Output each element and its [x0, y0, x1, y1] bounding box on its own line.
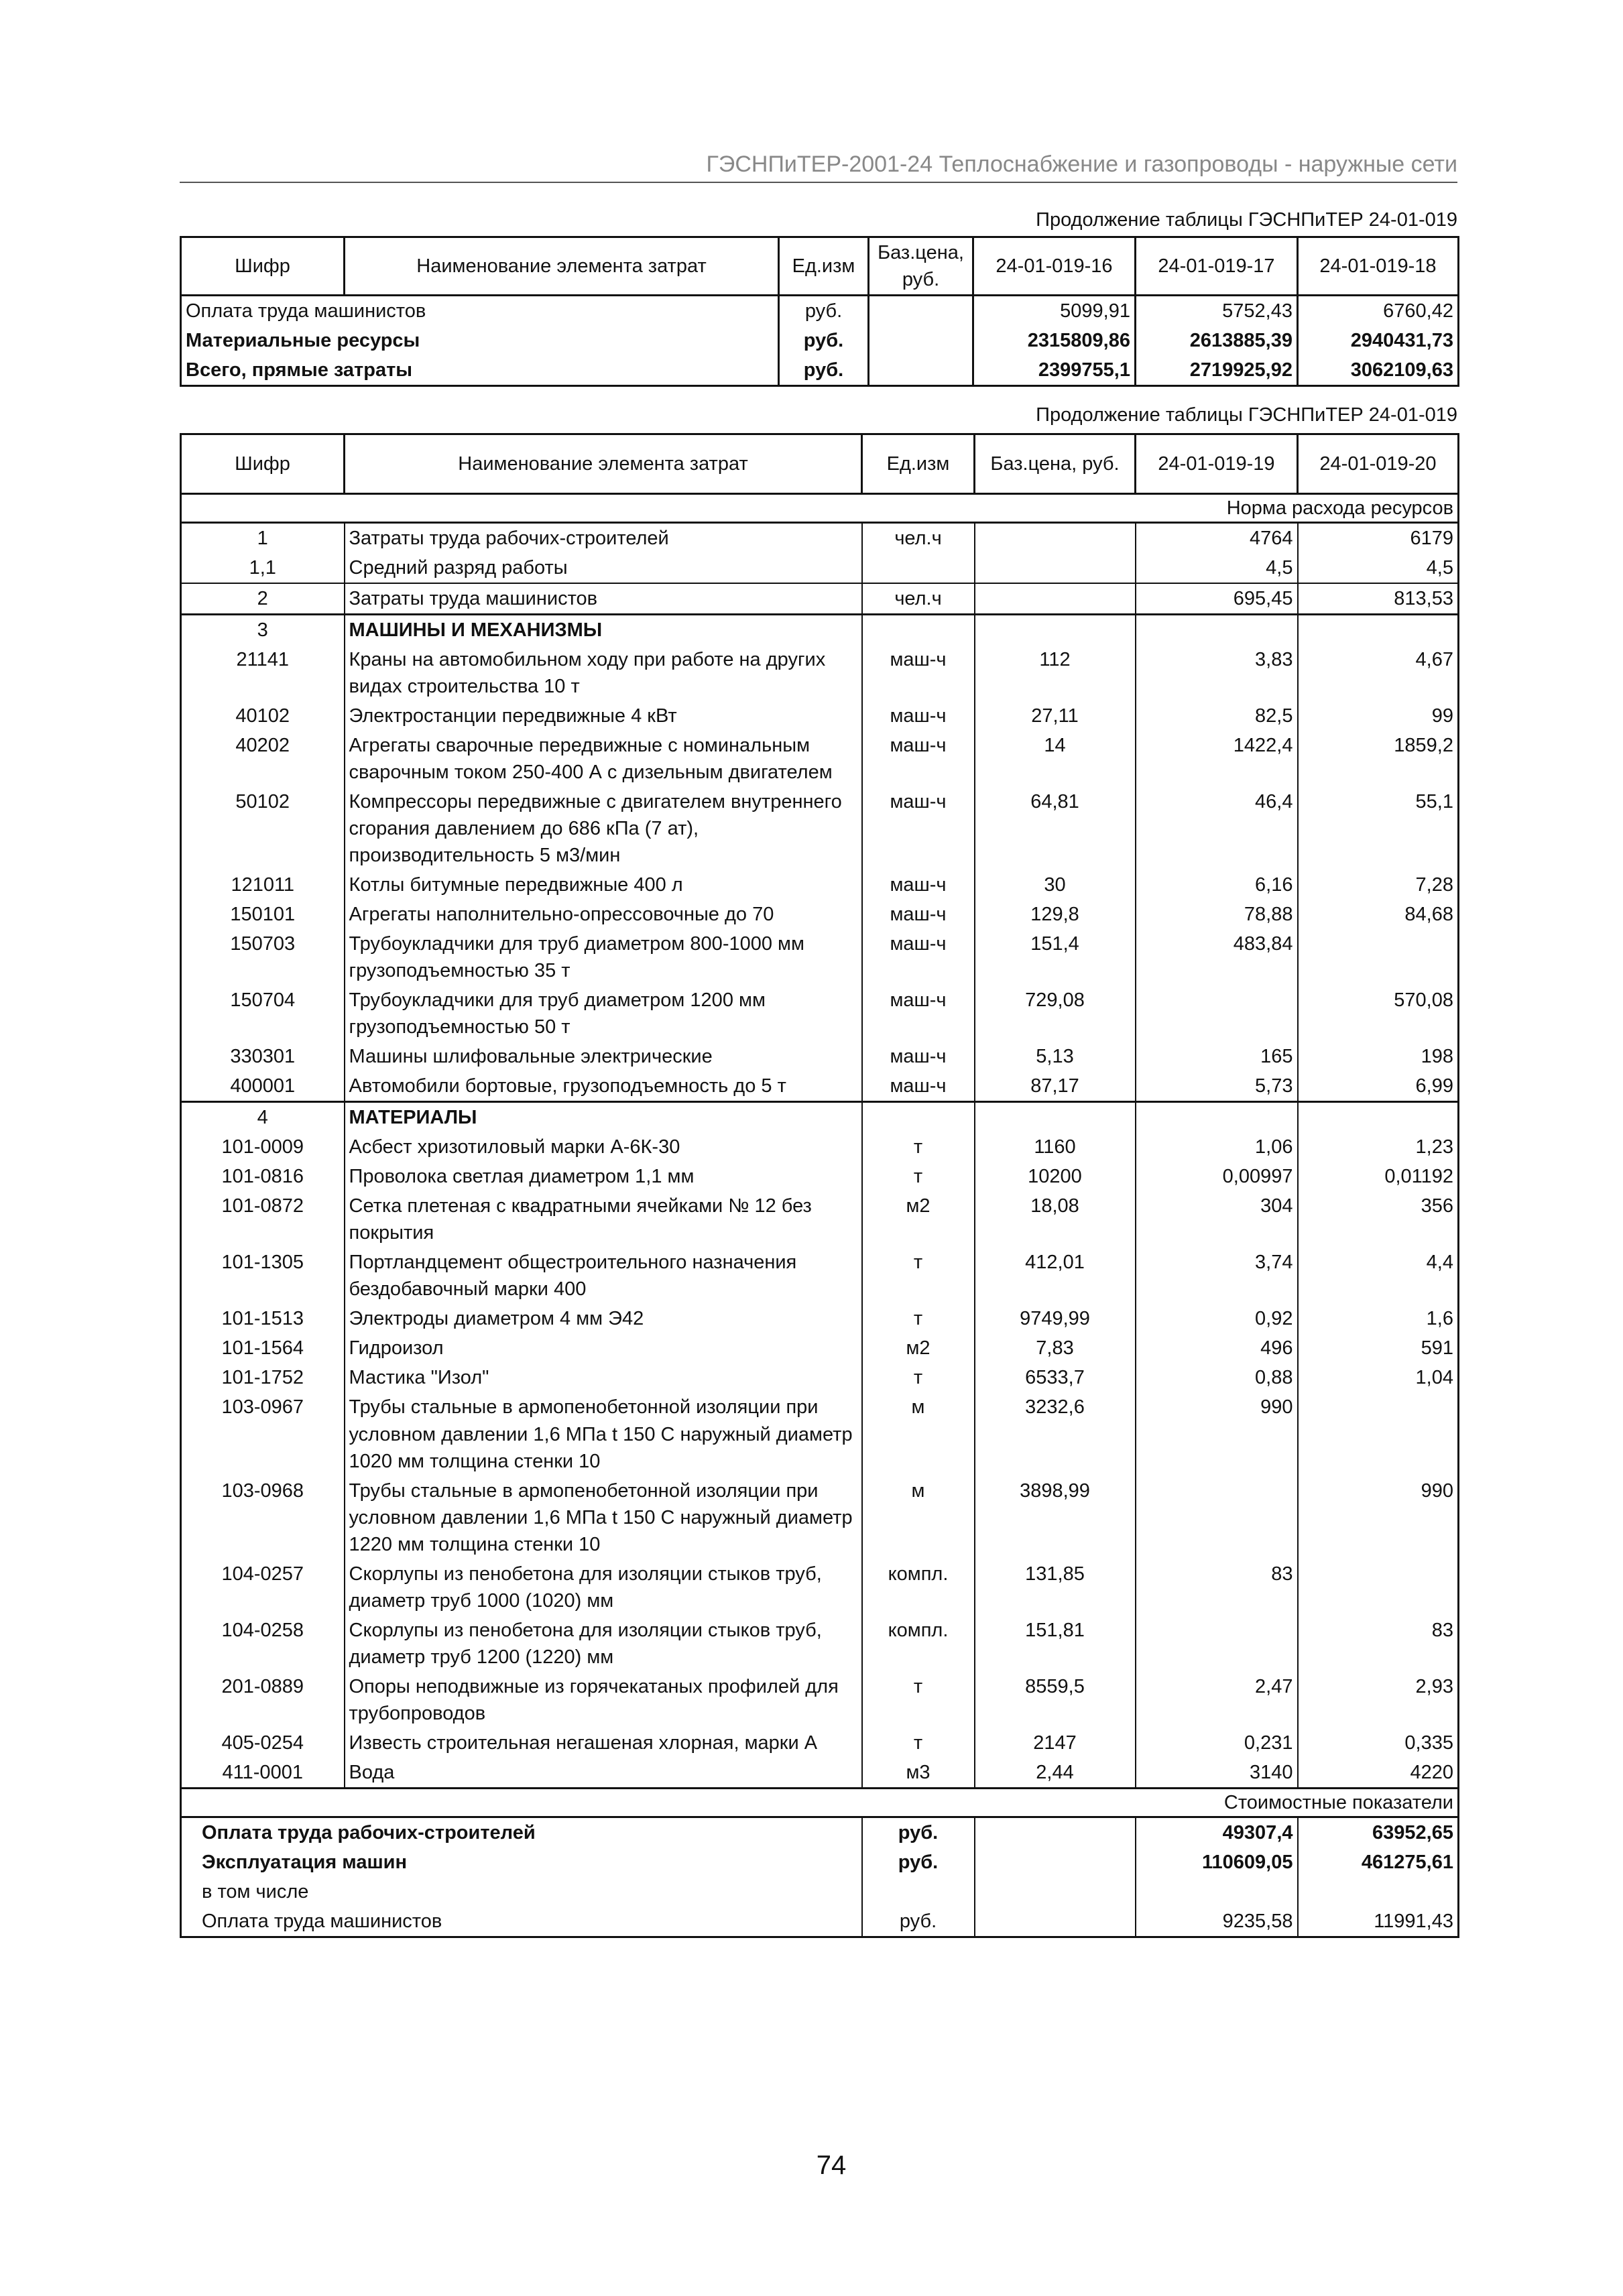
col-header-16: 24-01-019-16 [973, 237, 1136, 296]
resource-norms-table [180, 433, 1459, 1938]
value-19 [1136, 985, 1298, 1042]
value-16: 2315809,86 [973, 326, 1136, 355]
resource-code: 103-0968 [181, 1476, 345, 1559]
norm-section-label: Норма расхода ресурсов [181, 494, 1459, 523]
table-row [181, 296, 1459, 326]
resource-name: Трубы стальные в армопенобетонной изоляции при условном давлении 1,6 МПа t 150 С наружный диаметр 1020 мм толщина стенки 10 [345, 1392, 862, 1475]
value-19: 304 [1136, 1191, 1298, 1248]
value-20: 0,01192 [1298, 1162, 1459, 1191]
base-price-cell: 129,8 [975, 900, 1136, 929]
unit-cell [862, 1102, 975, 1133]
resource-name: Компрессоры передвижные с двигателем внутреннего сгорания давлением до 686 кПа (7 ат), производительность 5 м3/мин [345, 787, 862, 870]
col-header-unit: Ед.изм [862, 434, 975, 494]
resource-code: 405-0254 [181, 1728, 345, 1758]
table-row [181, 787, 1459, 870]
unit-cell: т [862, 1248, 975, 1304]
table-row [181, 1728, 1459, 1758]
resource-code: 104-0258 [181, 1616, 345, 1672]
unit-cell: чел.ч [862, 523, 975, 554]
unit-cell [862, 553, 975, 583]
value-19: 6,16 [1136, 870, 1298, 900]
value-17: 5752,43 [1136, 296, 1298, 326]
base-price-cell [975, 553, 1136, 583]
resource-code: 201-0889 [181, 1672, 345, 1728]
base-price-cell: 8559,5 [975, 1672, 1136, 1728]
base-price-cell: 7,83 [975, 1333, 1136, 1363]
unit-cell: м2 [862, 1333, 975, 1363]
base-price-cell: 18,08 [975, 1191, 1136, 1248]
unit-cell [862, 615, 975, 646]
unit-cell [862, 1877, 975, 1907]
table2-caption: Продолжение таблицы ГЭСНПиТЕР 24-01-019 [1036, 404, 1457, 426]
resource-code: 101-0009 [181, 1132, 345, 1162]
table-row [181, 583, 1459, 615]
summary-item-name: Оплата труда рабочих-строителей [181, 1817, 862, 1848]
resource-name: Электростанции передвижные 4 кВт [345, 701, 862, 731]
resource-code: 50102 [181, 787, 345, 870]
unit-cell: чел.ч [862, 583, 975, 615]
value-20: 6,99 [1298, 1071, 1459, 1102]
value-20: 461275,61 [1298, 1848, 1459, 1877]
table-row [181, 731, 1459, 787]
value-19: 9235,58 [1136, 1907, 1298, 1937]
resource-name: Машины шлифовальные электрические [345, 1042, 862, 1071]
base-price-cell: 729,08 [975, 985, 1136, 1042]
cost-section-row [181, 1788, 1459, 1817]
resource-name: Сетка плетеная с квадратными ячейками № 12 без покрытия [345, 1191, 862, 1248]
unit-cell: м3 [862, 1758, 975, 1789]
unit-cell: маш-ч [862, 731, 975, 787]
base-price-cell: 10200 [975, 1162, 1136, 1191]
value-19: 46,4 [1136, 787, 1298, 870]
value-20 [1298, 1392, 1459, 1475]
unit-cell: руб. [779, 326, 869, 355]
value-20: 990 [1298, 1476, 1459, 1559]
resource-code: 103-0967 [181, 1392, 345, 1475]
value-19: 3,74 [1136, 1248, 1298, 1304]
value-19: 78,88 [1136, 900, 1298, 929]
resource-name: Краны на автомобильном ходу при работе на других видах строительства 10 т [345, 645, 862, 701]
value-19: 2,47 [1136, 1672, 1298, 1728]
base-price-cell: 1160 [975, 1132, 1136, 1162]
value-17: 2719925,92 [1136, 355, 1298, 386]
table-row [181, 645, 1459, 701]
value-20: 4,67 [1298, 645, 1459, 701]
base-price-cell [975, 1817, 1136, 1848]
summary-row [181, 1877, 1459, 1907]
table-row [181, 1476, 1459, 1559]
cost-section-label: Стоимостные показатели [181, 1788, 1459, 1817]
value-20: 6179 [1298, 523, 1459, 554]
value-20: 55,1 [1298, 787, 1459, 870]
base-price-cell [975, 615, 1136, 646]
resource-name: Скорлупы из пенобетона для изоляции стыков труб, диаметр труб 1200 (1220) мм [345, 1616, 862, 1672]
summary-row [181, 1817, 1459, 1848]
value-19: 695,45 [1136, 583, 1298, 615]
cost-item-name: Всего, прямые затраты [181, 355, 779, 386]
table-row [181, 523, 1459, 554]
unit-cell: м [862, 1476, 975, 1559]
value-19 [1136, 615, 1298, 646]
col-header-name: Наименование элемента затрат [345, 434, 862, 494]
resource-name: Известь строительная негашеная хлорная, марки А [345, 1728, 862, 1758]
resource-code: 101-0872 [181, 1191, 345, 1248]
base-price-cell: 30 [975, 870, 1136, 900]
unit-cell: маш-ч [862, 787, 975, 870]
resource-name: Трубы стальные в армопенобетонной изоляции при условном давлении 1,6 МПа t 150 С наружный диаметр 1220 мм толщина стенки 10 [345, 1476, 862, 1559]
unit-cell: маш-ч [862, 645, 975, 701]
table-row [181, 1304, 1459, 1333]
value-20: 4,5 [1298, 553, 1459, 583]
resource-code: 121011 [181, 870, 345, 900]
resource-code: 4 [181, 1102, 345, 1133]
value-19: 4764 [1136, 523, 1298, 554]
value-19: 83 [1136, 1559, 1298, 1616]
unit-cell: руб. [862, 1907, 975, 1937]
unit-cell: маш-ч [862, 701, 975, 731]
col-header-base-price: Баз.цена, руб. [869, 237, 973, 296]
value-19: 82,5 [1136, 701, 1298, 731]
resource-code: 21141 [181, 645, 345, 701]
unit-cell: маш-ч [862, 1042, 975, 1071]
base-price-cell: 3232,6 [975, 1392, 1136, 1475]
base-price-cell [869, 296, 973, 326]
resource-code: 101-1752 [181, 1363, 345, 1392]
col-header-17: 24-01-019-17 [1136, 237, 1298, 296]
table-row [181, 1071, 1459, 1102]
table-row [181, 1392, 1459, 1475]
table1-header-row [181, 237, 1459, 296]
value-19: 496 [1136, 1333, 1298, 1363]
resource-name: Агрегаты наполнительно-опрессовочные до 70 [345, 900, 862, 929]
summary-item-name: Оплата труда машинистов [181, 1907, 862, 1937]
table-row [181, 1363, 1459, 1392]
col-header-20: 24-01-019-20 [1298, 434, 1459, 494]
unit-cell: м [862, 1392, 975, 1475]
base-price-cell: 87,17 [975, 1071, 1136, 1102]
value-20 [1298, 929, 1459, 985]
base-price-cell: 6533,7 [975, 1363, 1136, 1392]
value-19 [1136, 1102, 1298, 1133]
cost-summary-table [180, 236, 1459, 387]
base-price-cell [869, 326, 973, 355]
value-20: 2,93 [1298, 1672, 1459, 1728]
col-header-19: 24-01-019-19 [1136, 434, 1298, 494]
value-16: 2399755,1 [973, 355, 1136, 386]
base-price-cell: 412,01 [975, 1248, 1136, 1304]
value-17: 2613885,39 [1136, 326, 1298, 355]
running-header: ГЭСНПиТЕР-2001-24 Теплоснабжение и газопроводы - наружные сети [180, 152, 1457, 183]
resource-code: 104-0257 [181, 1559, 345, 1616]
unit-cell: т [862, 1672, 975, 1728]
base-price-cell [975, 583, 1136, 615]
table-row [181, 900, 1459, 929]
value-20: 4,4 [1298, 1248, 1459, 1304]
base-price-cell: 27,11 [975, 701, 1136, 731]
cost-item-name: Оплата труда машинистов [181, 296, 779, 326]
unit-cell: руб. [862, 1817, 975, 1848]
value-19 [1136, 1476, 1298, 1559]
resource-code: 2 [181, 583, 345, 615]
value-20 [1298, 1102, 1459, 1133]
resource-code: 150703 [181, 929, 345, 985]
value-19 [1136, 1616, 1298, 1672]
col-header-base-price: Баз.цена, руб. [975, 434, 1136, 494]
resource-name: Гидроизол [345, 1333, 862, 1363]
value-19: 0,231 [1136, 1728, 1298, 1758]
value-19: 165 [1136, 1042, 1298, 1071]
value-20: 591 [1298, 1333, 1459, 1363]
table-row [181, 326, 1459, 355]
table-row [181, 929, 1459, 985]
value-20: 99 [1298, 701, 1459, 731]
resource-name: Затраты труда машинистов [345, 583, 862, 615]
value-18: 3062109,63 [1298, 355, 1459, 386]
resource-code: 150704 [181, 985, 345, 1042]
table1-caption: Продолжение таблицы ГЭСНПиТЕР 24-01-019 [1036, 209, 1457, 231]
value-20: 63952,65 [1298, 1817, 1459, 1848]
value-20 [1298, 1877, 1459, 1907]
value-20 [1298, 615, 1459, 646]
summary-item-name: в том числе [181, 1877, 862, 1907]
table-row [181, 870, 1459, 900]
page-number: 74 [816, 2151, 847, 2180]
norm-section-row [181, 494, 1459, 523]
base-price-cell [975, 1907, 1136, 1937]
resource-code: 1,1 [181, 553, 345, 583]
table-row [181, 1333, 1459, 1363]
table-row [181, 1672, 1459, 1728]
col-header-name: Наименование элемента затрат [345, 237, 779, 296]
unit-cell: м2 [862, 1191, 975, 1248]
resource-code: 3 [181, 615, 345, 646]
resource-name: Опоры неподвижные из горячекатаных профилей для трубопроводов [345, 1672, 862, 1728]
value-18: 6760,42 [1298, 296, 1459, 326]
value-19: 483,84 [1136, 929, 1298, 985]
unit-cell: маш-ч [862, 870, 975, 900]
resource-code: 101-0816 [181, 1162, 345, 1191]
table-row [181, 985, 1459, 1042]
resource-name: Мастика "Изол" [345, 1363, 862, 1392]
value-19: 1422,4 [1136, 731, 1298, 787]
resource-code: 150101 [181, 900, 345, 929]
value-20: 11991,43 [1298, 1907, 1459, 1937]
value-19: 0,00997 [1136, 1162, 1298, 1191]
table-row [181, 355, 1459, 386]
value-19: 5,73 [1136, 1071, 1298, 1102]
table-row [181, 1191, 1459, 1248]
resource-name: Вода [345, 1758, 862, 1789]
base-price-cell: 3898,99 [975, 1476, 1136, 1559]
value-20: 7,28 [1298, 870, 1459, 900]
unit-cell: руб. [779, 296, 869, 326]
resource-code: 400001 [181, 1071, 345, 1102]
base-price-cell: 5,13 [975, 1042, 1136, 1071]
resource-name: Котлы битумные передвижные 400 л [345, 870, 862, 900]
unit-cell: маш-ч [862, 929, 975, 985]
unit-cell: т [862, 1363, 975, 1392]
value-19: 49307,4 [1136, 1817, 1298, 1848]
unit-cell: т [862, 1162, 975, 1191]
resource-name: МАШИНЫ И МЕХАНИЗМЫ [345, 615, 862, 646]
unit-cell: т [862, 1728, 975, 1758]
base-price-cell [975, 523, 1136, 554]
base-price-cell: 9749,99 [975, 1304, 1136, 1333]
resource-name: Электроды диаметром 4 мм Э42 [345, 1304, 862, 1333]
table-row [181, 1559, 1459, 1616]
value-20: 4220 [1298, 1758, 1459, 1789]
base-price-cell [975, 1877, 1136, 1907]
unit-cell: маш-ч [862, 1071, 975, 1102]
value-20: 83 [1298, 1616, 1459, 1672]
value-19: 1,06 [1136, 1132, 1298, 1162]
base-price-cell: 151,4 [975, 929, 1136, 985]
unit-cell: компл. [862, 1559, 975, 1616]
resource-code: 330301 [181, 1042, 345, 1071]
unit-cell: руб. [779, 355, 869, 386]
cost-item-name: Материальные ресурсы [181, 326, 779, 355]
resource-code: 101-1564 [181, 1333, 345, 1363]
resource-name: Агрегаты сварочные передвижные с номинальным сварочным током 250-400 А с дизельным двигателем [345, 731, 862, 787]
value-19: 0,92 [1136, 1304, 1298, 1333]
base-price-cell [975, 1102, 1136, 1133]
table-row [181, 1758, 1459, 1789]
resource-name: Автомобили бортовые, грузоподъемность до 5 т [345, 1071, 862, 1102]
resource-code: 1 [181, 523, 345, 554]
base-price-cell: 131,85 [975, 1559, 1136, 1616]
table-row [181, 1616, 1459, 1672]
value-20: 1859,2 [1298, 731, 1459, 787]
resource-code: 40102 [181, 701, 345, 731]
resource-name: Трубоукладчики для труб диаметром 800-1000 мм грузоподъемностью 35 т [345, 929, 862, 985]
value-20: 356 [1298, 1191, 1459, 1248]
unit-cell: маш-ч [862, 900, 975, 929]
table-row [181, 1248, 1459, 1304]
resource-name: Трубоукладчики для труб диаметром 1200 мм грузоподъемностью 50 т [345, 985, 862, 1042]
resource-code: 411-0001 [181, 1758, 345, 1789]
resource-name: Проволока светлая диаметром 1,1 мм [345, 1162, 862, 1191]
resource-name: Асбест хризотиловый марки А-6К-30 [345, 1132, 862, 1162]
value-19 [1136, 1877, 1298, 1907]
base-price-cell: 14 [975, 731, 1136, 787]
unit-cell: маш-ч [862, 985, 975, 1042]
base-price-cell: 2,44 [975, 1758, 1136, 1789]
base-price-cell: 112 [975, 645, 1136, 701]
table-row [181, 1132, 1459, 1162]
value-20 [1298, 1559, 1459, 1616]
value-20: 570,08 [1298, 985, 1459, 1042]
section-header-row [181, 615, 1459, 646]
value-20: 1,04 [1298, 1363, 1459, 1392]
section-header-row [181, 1102, 1459, 1133]
summary-row [181, 1907, 1459, 1937]
base-price-cell: 151,81 [975, 1616, 1136, 1672]
col-header-unit: Ед.изм [779, 237, 869, 296]
resource-name: Затраты труда рабочих-строителей [345, 523, 862, 554]
table-row [181, 701, 1459, 731]
unit-cell: руб. [862, 1848, 975, 1877]
unit-cell: т [862, 1132, 975, 1162]
value-18: 2940431,73 [1298, 326, 1459, 355]
value-20: 813,53 [1298, 583, 1459, 615]
resource-name: МАТЕРИАЛЫ [345, 1102, 862, 1133]
summary-row [181, 1848, 1459, 1877]
resource-name: Портландцемент общестроительного назначения бездобавочный марки 400 [345, 1248, 862, 1304]
base-price-cell [869, 355, 973, 386]
table-row [181, 1042, 1459, 1071]
value-20: 1,23 [1298, 1132, 1459, 1162]
summary-item-name: Эксплуатация машин [181, 1848, 862, 1877]
resource-code: 40202 [181, 731, 345, 787]
value-20: 1,6 [1298, 1304, 1459, 1333]
resource-code: 101-1513 [181, 1304, 345, 1333]
value-16: 5099,91 [973, 296, 1136, 326]
table-row [181, 553, 1459, 583]
value-19: 3140 [1136, 1758, 1298, 1789]
table-row [181, 1162, 1459, 1191]
col-header-code: Шифр [181, 434, 345, 494]
unit-cell: компл. [862, 1616, 975, 1672]
value-20: 84,68 [1298, 900, 1459, 929]
base-price-cell: 2147 [975, 1728, 1136, 1758]
resource-name: Средний разряд работы [345, 553, 862, 583]
col-header-18: 24-01-019-18 [1298, 237, 1459, 296]
resource-name: Скорлупы из пенобетона для изоляции стыков труб, диаметр труб 1000 (1020) мм [345, 1559, 862, 1616]
resource-code: 101-1305 [181, 1248, 345, 1304]
base-price-cell: 64,81 [975, 787, 1136, 870]
value-19: 0,88 [1136, 1363, 1298, 1392]
value-19: 3,83 [1136, 645, 1298, 701]
base-price-cell [975, 1848, 1136, 1877]
value-19: 990 [1136, 1392, 1298, 1475]
value-19: 4,5 [1136, 553, 1298, 583]
col-header-code: Шифр [181, 237, 345, 296]
value-19: 110609,05 [1136, 1848, 1298, 1877]
unit-cell: т [862, 1304, 975, 1333]
value-20: 0,335 [1298, 1728, 1459, 1758]
value-20: 198 [1298, 1042, 1459, 1071]
table2-header-row [181, 434, 1459, 494]
